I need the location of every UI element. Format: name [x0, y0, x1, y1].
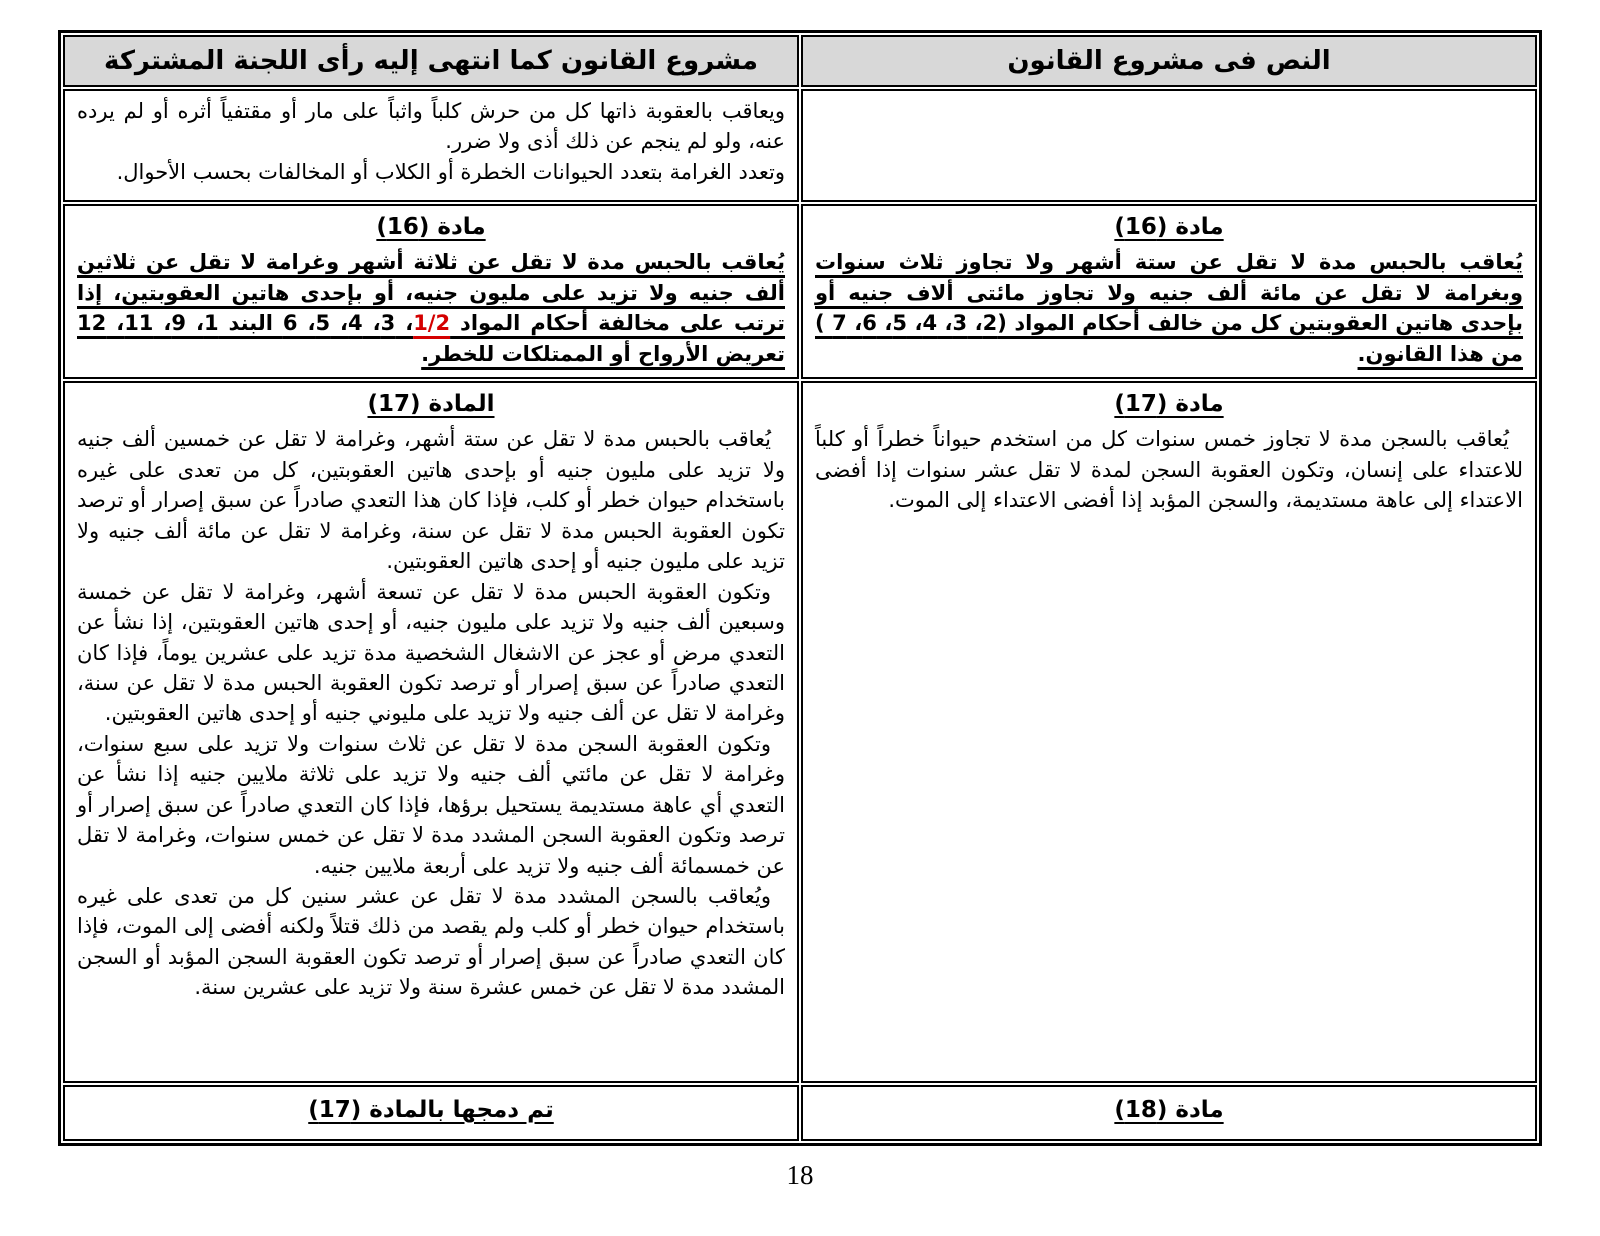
committee-paragraph: وتكون العقوبة الحبس مدة لا تقل عن تسعة أشهر، وغرامة لا تقل عن خمسة وسبعين ألف جنيه ولا تزيد على مليون جنيه، أو إحدى هاتين العقوبتين، إذا نشأ عن التعدي مرض أو عجز عن الاشغال الشخصية مدة تزيد على عشرين يوماً، فإذا كان التعدي صادراً عن سبق إصرار أو ترصد تكون العقوبة الحبس مدة لا تقل عن سنة، وغرامة لا تقل عن ألف جنيه ولا تزيد على مليوني جنيه أو إحدى هاتين العقوبتين.: [77, 579, 785, 726]
committee-paragraph: وتكون العقوبة السجن مدة لا تقل عن ثلاث سنوات ولا تزيد على سبع سنوات، وغرامة لا تقل عن مائتي ألف جنيه ولا تزيد على ثلاثة ملايين جنيه إذا نشأ عن التعدي أي عاهة مستديمة يستحيل برؤها، فإذا كان التعدي صادراً عن سبق إصرار أو ترصد وتكون العقوبة السجن المشدد مدة لا تقل عن خمس سنوات، وغرامة لا تقل عن خمسمائة ألف جنيه ولا تزيد على أربعة ملايين جنيه.: [77, 731, 785, 878]
committee-paragraph: ويعاقب بالعقوبة ذاتها كل من حرش كلباً واثباً على مار أو مقتفياً أثره أو لم يرده عنه، ولو لم ينجم عن ذلك أذى ولا ضرر.: [77, 99, 785, 154]
cell-draft-empty: [801, 89, 1537, 202]
article-17-committee-title: المادة (17): [367, 391, 495, 418]
article-17-draft-title: مادة (17): [1114, 391, 1224, 418]
article-16-draft-title: مادة (16): [1114, 214, 1224, 240]
law-comparison-table: [58, 30, 1542, 1146]
committee-paragraph: يُعاقب بالحبس مدة لا تقل عن ستة أشهر، وغرامة لا تقل عن خمسين ألف جنيه ولا تزيد على مليون جنيه أو بإحدى هاتين العقوبتين، كل من تعدى على غيره باستخدام حيوان خطر أو كلب، فإذا كان هذا التعدي صادراً عن سبق إصرار أو ترصد تكون العقوبة الحبس مدة لا تقل عن سنة، وغرامة لا تقل عن مائة ألف جنيه ولا تزيد على مليون جنيه أو إحدى هاتين العقوبتين.: [77, 427, 785, 574]
merged-into-article-17-note: تم دمجها بالمادة (17): [308, 1097, 554, 1124]
article-18-draft-title: مادة (18): [1114, 1097, 1224, 1124]
article-16-draft-text: يُعاقب بالحبس مدة لا تقل عن ستة أشهر ولا تجاوز ثلاث سنوات وبغرامة لا تقل عن مائة ألف جنيه ولا تجاوز مائتى ألاف جنيه أو بإحدى هاتين العقوبتين كل من خالف أحكام المواد (2، 3، 4، 5، 6، 7 ) من هذا القانون.: [815, 250, 1523, 366]
committee-text-segment: يُعاقب بالحبس مدة لا تقل عن ثلاثة أشهر وغرامة لا تقل عن ثلاثين ألف جنيه ولا تزيد على مليون جنيه، أو بإحدى هاتين العقوبتين، إذا ترتب على مخالفة أحكام المواد: [77, 250, 786, 336]
article-16-committee-text: [77, 247, 785, 369]
row-dog-provocation: [63, 89, 1537, 202]
header-committee-column: مشروع القانون كما انتهى إليه رأى اللجنة المشتركة: [63, 35, 799, 87]
cell-draft-article-16: [801, 204, 1537, 379]
cell-committee-article-17: [63, 381, 799, 1083]
cell-committee-article-16: [63, 204, 799, 379]
red-amended-reference: 1/2: [413, 311, 451, 336]
row-article-17: [63, 381, 1537, 1083]
committee-text-segment: ، 3، 4، 5، 6 البند 1، 9، 11، 12 تعريض الأرواح أو الممتلكات للخطر.: [77, 311, 785, 366]
page-number: 18: [786, 1160, 814, 1191]
header-draft-column: النص فى مشروع القانون: [801, 35, 1537, 87]
article-17-draft-text: يُعاقب بالسجن مدة لا تجاوز خمس سنوات كل من استخدم حيواناً خطراً أو كلباً للاعتداء على إنسان، وتكون العقوبة السجن لمدة لا تقل عشر سنوات إذا أفضى الاعتداء إلى عاهة مستديمة، والسجن المؤبد إذا أفضى الاعتداء إلى الموت.: [815, 427, 1523, 513]
cell-draft-article-17: [801, 381, 1537, 1083]
committee-paragraph: ويُعاقب بالسجن المشدد مدة لا تقل عن عشر سنين كل من تعدى على غيره باستخدام حيوان خطر أو كلب ولم يقصد من ذلك قتلاً ولكنه أفضى إلى الموت، فإذا كان التعدي صادراً عن سبق إصرار أو ترصد تكون العقوبة السجن المؤبد أو السجن المشدد مدة لا تقل عن خمس عشرة سنة ولا تزيد على عشرين سنة.: [77, 884, 785, 1000]
cell-committee-dog-provocation: [63, 89, 799, 202]
cell-committee-merged-note: [63, 1085, 799, 1141]
article-16-committee-title: مادة (16): [376, 214, 486, 240]
header-row: [63, 35, 1537, 87]
row-article-16: [63, 204, 1537, 379]
committee-paragraph: وتعدد الغرامة بتعدد الحيوانات الخطرة أو الكلاب أو المخالفات بحسب الأحوال.: [116, 159, 785, 184]
cell-draft-article-18: [801, 1085, 1537, 1141]
row-article-18: [63, 1085, 1537, 1141]
